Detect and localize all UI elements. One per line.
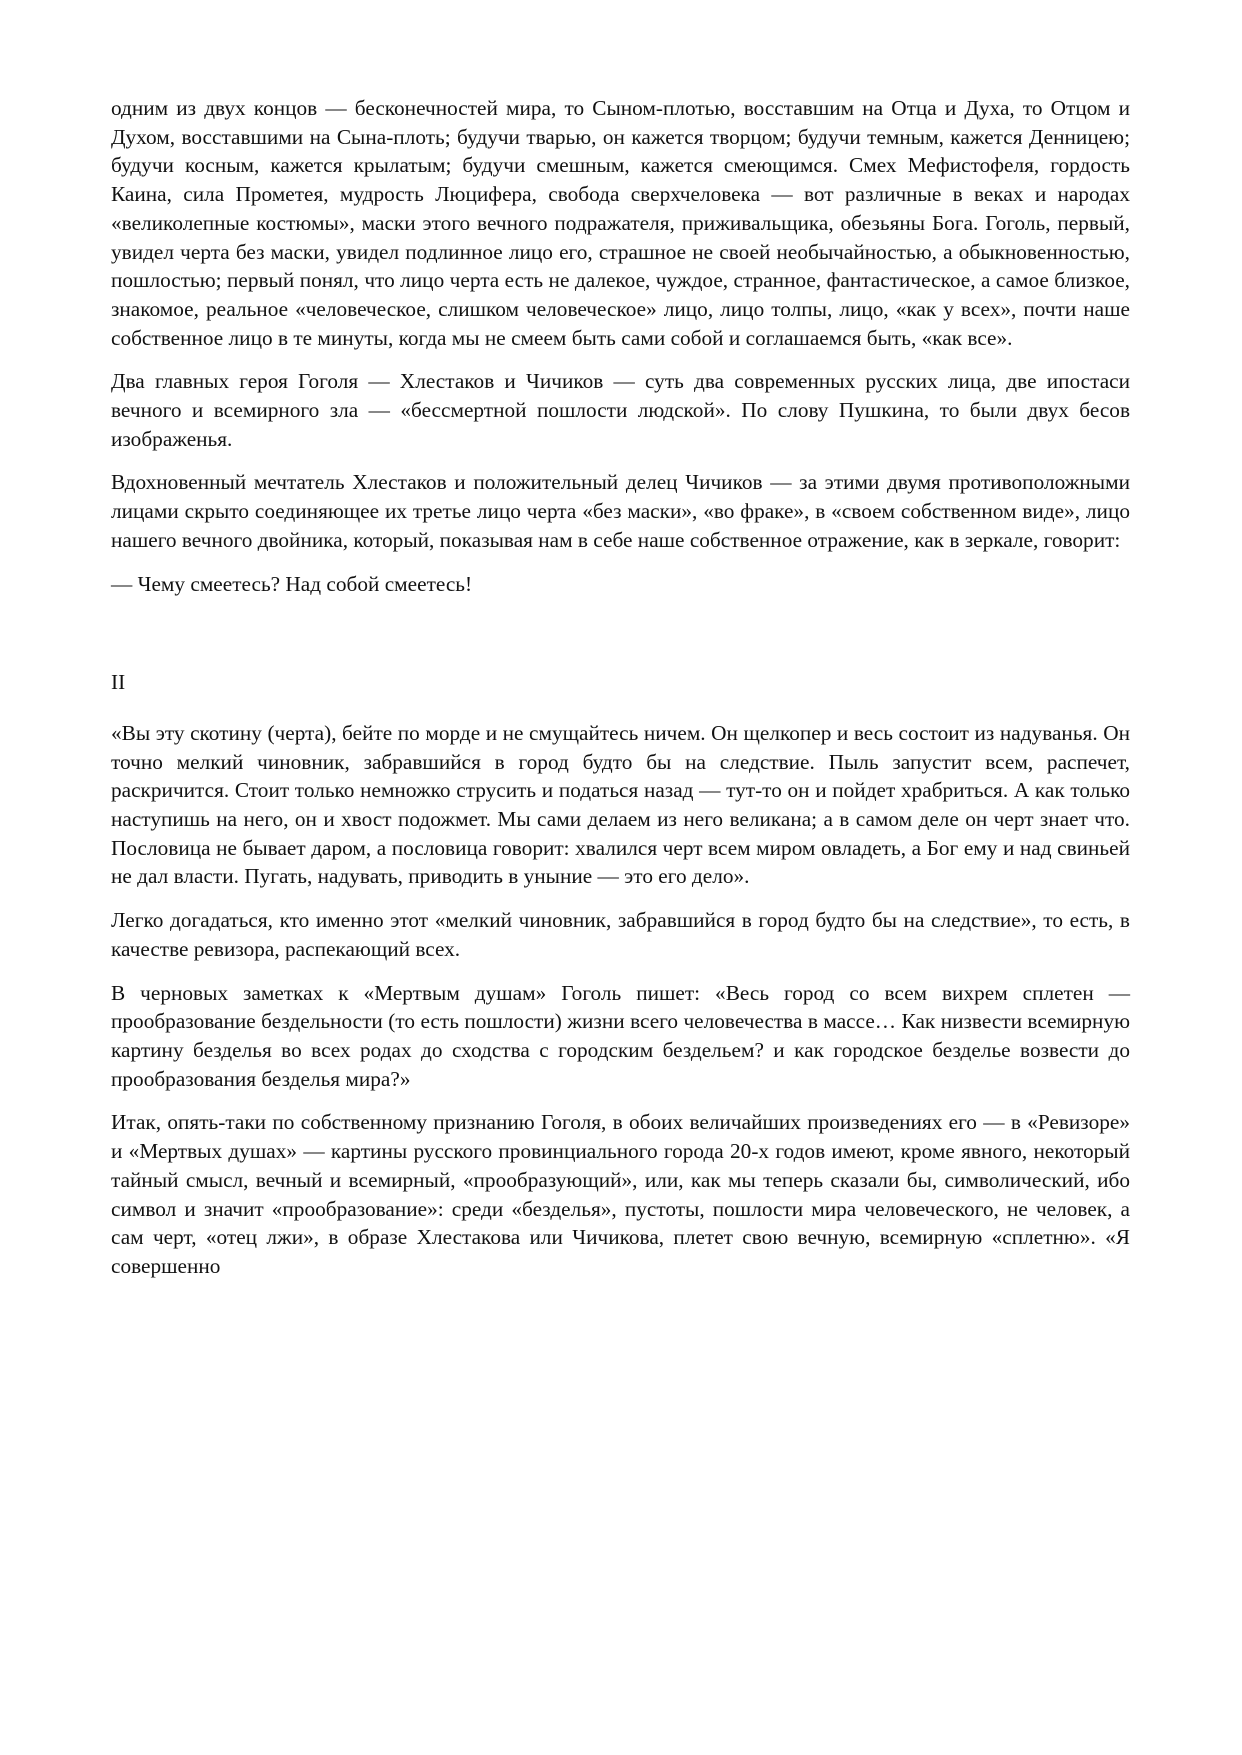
section-heading: II bbox=[111, 670, 126, 695]
paragraph: Легко догадаться, кто именно этот «мелкий чиновник, забравшийся в город будто бы на следствие», то есть, в качестве ревизора, распекающий всех. bbox=[111, 908, 1130, 961]
paragraph: Вдохновенный мечтатель Хлестаков и положительный делец Чичиков — за этими двумя противоположными лицами скрыто соединяющее их третье лицо черта «без маски», «во фраке», в «своем собственном виде», лицо нашего вечного двойника, который, показывая нам в себе наше собственное отражение, как в зеркале, говорит: bbox=[111, 470, 1130, 552]
document-page bbox=[111, 94, 1130, 1296]
paragraph: «Вы эту скотину (черта), бейте по морде и не смущайтесь ничем. Он щелкопер и весь состоит из надуванья. Он точно мелкий чиновник, забравшийся в город будто бы на следствие. Пыль запустит всем, распечет, раскричится. Стоит только немножко струсить и податься назад — тут-то он и пойдет храбриться. А как только наступишь на него, он и хвост подожмет. Мы сами делаем из него великана; а в самом деле он черт знает что. Пословица не бывает даром, а пословица говорит: хвалился черт всем миром овладеть, а Бог ему и над свиньей не дал власти. Пугать, надувать, приводить в уныние — это его дело». bbox=[111, 720, 1130, 889]
paragraph: Итак, опять-таки по собственному признанию Гоголя, в обоих величайших произведениях его — в «Ревизоре» и «Мертвых душах» — картины русского провинциального города 20-х годов имеют, кроме явного, некоторый тайный смысл, вечный и всемирный, «прообразующий», или, как мы теперь сказали бы, символический, ибо символ и значит «прообразование»: среди «безделья», пустоты, пошлости мира человеческого, не человек, а сам черт, «отец лжи», в образе Хлестакова или Чичикова, плетет свою вечную, всемирную «сплетню». «Я совершенно bbox=[111, 1110, 1130, 1278]
paragraph: В черновых заметках к «Мертвым душам» Гоголь пишет: «Весь город со всем вихрем сплетен — прообразование бездельности (то есть пошлости) жизни всего человечества в массе… Как низвести всемирную картину безделья во всех родах до сходства с городским бездельем? и как городское безделье возвести до прообразования безделья мира?» bbox=[111, 980, 1130, 1091]
paragraph: Два главных героя Гоголя — Хлестаков и Чичиков — суть два современных русских лица, две ипостаси вечного и всемирного зла — «бессмертной пошлости людской». По слову Пушкина, то были двух бесов изображенья. bbox=[111, 369, 1130, 451]
paragraph: одним из двух концов — бесконечностей мира, то Сыном-плотью, восставшим на Отца и Духа, то Отцом и Духом, восставшими на Сына-плоть; будучи тварью, он кажется творцом; будучи темным, кажется Денницею; будучи косным, кажется крылатым; будучи смешным, кажется смеющимся. Смех Мефистофеля, гордость Каина, сила Прометея, мудрость Люцифера, свобода сверхчеловека — вот различные в веках и народах «великолепные костюмы», маски этого вечного подражателя, приживальщика, обезьяны Бога. Гоголь, первый, увидел черта без маски, увидел подлинное лицо его, страшное не своей необычайностью, а обыкновенностью, пошлостью; первый понял, что лицо черта есть не далекое, чуждое, странное, фантастическое, а самое близкое, знакомое, реальное «человеческое, слишком человеческое» лицо, лицо толпы, лицо, «как у всех», почти наше собственное лицо в те минуты, когда мы не смеем быть сами собой и соглашаемся быть, «как все». bbox=[111, 96, 1130, 350]
dialogue-line: — Чему смеетесь? Над собой смеетесь! bbox=[111, 571, 473, 596]
